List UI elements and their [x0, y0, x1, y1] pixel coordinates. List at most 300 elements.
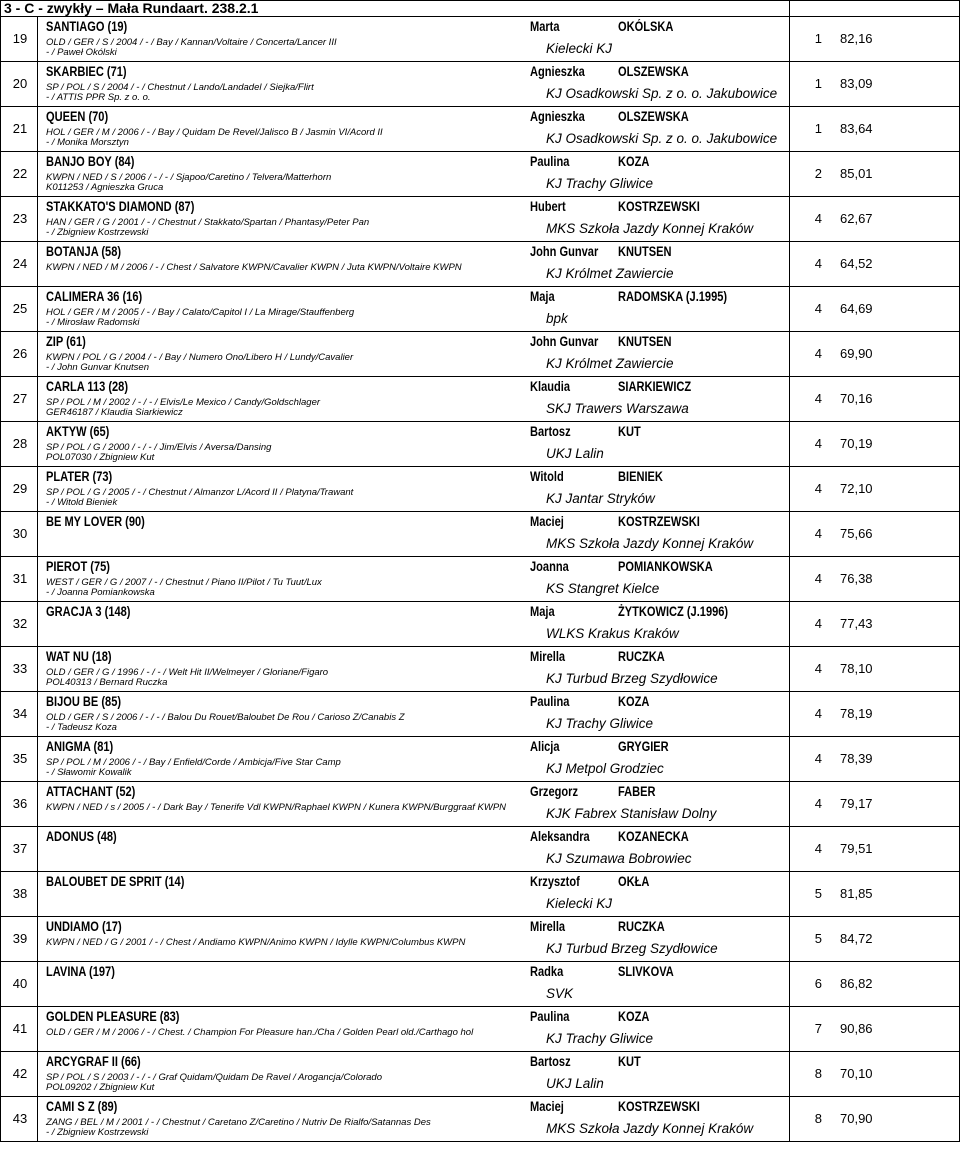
entry-cell — [38, 1007, 790, 1052]
result-cell — [790, 17, 960, 62]
entry-cell — [38, 827, 790, 872]
penalty-points: 8 — [814, 1111, 822, 1126]
rider-club: WLKS Krakus Kraków — [546, 626, 679, 641]
result-cell — [790, 332, 960, 377]
place-number: 32 — [12, 616, 28, 631]
place-number: 42 — [12, 1066, 28, 1081]
place-number: 40 — [12, 976, 28, 991]
rider-first-name: Aleksandra — [530, 829, 590, 844]
rider-club: UKJ Lalin — [546, 1076, 604, 1091]
place-number: 25 — [12, 301, 28, 316]
horse-details: OLD / GER / M / 2006 / - / Chest. / Champion For Pleasure han./Cha / Golden Pearl old./Carthago hol — [46, 1027, 474, 1038]
horse-owner: - / Sławomir Kowalik — [46, 767, 132, 778]
horse-details: SP / POL / G / 2000 / - / - / Jim/Elvis / Aversa/Dansing — [46, 442, 272, 453]
horse-details: HAN / GER / G / 2001 / - / Chestnut / Stakkato/Spartan / Phantasy/Peter Pan — [46, 217, 370, 228]
place-cell — [0, 692, 38, 737]
rider-last-name: KUT — [618, 424, 641, 439]
place-cell — [0, 1097, 38, 1142]
entry-cell — [38, 107, 790, 152]
horse-name: BALOUBET DE SPRIT (14) — [46, 874, 185, 889]
horse-owner: - / Zbigniew Kostrzewski — [46, 1127, 149, 1138]
place-number: 23 — [12, 211, 28, 226]
rider-last-name: GRYGIER — [618, 739, 669, 754]
table-row — [0, 377, 960, 422]
time-score: 69,90 — [840, 346, 873, 361]
entry-cell — [38, 692, 790, 737]
time-score: 81,85 — [840, 886, 873, 901]
place-cell — [0, 557, 38, 602]
place-number: 38 — [12, 886, 28, 901]
result-cell — [790, 107, 960, 152]
penalty-points: 4 — [814, 661, 822, 676]
rider-first-name: Krzysztof — [530, 874, 580, 889]
horse-details: KWPN / NED / S / 2006 / - / - / Sjapoo/Caretino / Telvera/Matterhorn — [46, 172, 332, 183]
rider-first-name: Bartosz — [530, 1054, 571, 1069]
place-cell — [0, 62, 38, 107]
time-score: 86,82 — [840, 976, 873, 991]
rider-first-name: Agnieszka — [530, 64, 585, 79]
horse-name: CAMI S Z (89) — [46, 1099, 118, 1114]
time-score: 82,16 — [840, 31, 873, 46]
penalty-points: 4 — [814, 706, 822, 721]
penalty-points: 4 — [814, 436, 822, 451]
penalty-points: 4 — [814, 796, 822, 811]
horse-owner: - / Paweł Okólski — [46, 47, 117, 58]
horse-owner: POL07030 / Zbigniew Kut — [46, 452, 155, 463]
place-number: 19 — [12, 31, 28, 46]
entry-cell — [38, 872, 790, 917]
place-cell — [0, 422, 38, 467]
time-score: 70,90 — [840, 1111, 873, 1126]
place-cell — [0, 152, 38, 197]
entry-cell — [38, 152, 790, 197]
result-cell — [790, 737, 960, 782]
penalty-points: 1 — [814, 31, 822, 46]
place-cell — [0, 197, 38, 242]
rider-club: KJ Trachy Gliwice — [546, 176, 654, 191]
time-score: 90,86 — [840, 1021, 873, 1036]
title-right-cell — [790, 0, 960, 17]
time-score: 78,39 — [840, 751, 873, 766]
horse-owner: POL09202 / Zbigniew Kut — [46, 1082, 155, 1093]
result-cell — [790, 512, 960, 557]
horse-name: ATTACHANT (52) — [46, 784, 136, 799]
rider-club: UKJ Lalin — [546, 446, 604, 461]
rider-last-name: ŻYTKOWICZ (J.1996) — [618, 604, 729, 619]
horse-owner: - / Mirosław Radomski — [46, 317, 140, 328]
penalty-points: 4 — [814, 616, 822, 631]
rider-club: KJ Jantar Stryków — [546, 491, 655, 506]
rider-last-name: KOSTRZEWSKI — [618, 1099, 700, 1114]
penalty-points: 4 — [814, 751, 822, 766]
place-number: 35 — [12, 751, 28, 766]
entry-cell — [38, 332, 790, 377]
entry-cell — [38, 422, 790, 467]
horse-details: OLD / GER / G / 1996 / - / - / Welt Hit II/Welmeyer / Gloriane/Figaro — [46, 667, 329, 678]
rider-last-name: FABER — [618, 784, 656, 799]
result-cell — [790, 467, 960, 512]
rider-club: MKS Szkoła Jazdy Konnej Kraków — [546, 536, 754, 551]
horse-details: KWPN / NED / s / 2005 / - / Dark Bay / Tenerife Vdl KWPN/Raphael KWPN / Kunera KWPN/Burggraaf KWPN — [46, 802, 507, 813]
table-row — [0, 782, 960, 827]
place-cell — [0, 287, 38, 332]
horse-owner: GER46187 / Klaudia Siarkiewicz — [46, 407, 183, 418]
rider-first-name: Radka — [530, 964, 564, 979]
horse-details: KWPN / POL / G / 2004 / - / Bay / Numero Ono/Libero H / Lundy/Cavalier — [46, 352, 354, 363]
entry-cell — [38, 512, 790, 557]
entry-cell — [38, 62, 790, 107]
rider-club: bpk — [546, 311, 568, 326]
table-row — [0, 152, 960, 197]
horse-details: KWPN / NED / G / 2001 / - / Chest / Andiamo KWPN/Animo KWPN / Idylle KWPN/Columbus KWPN — [46, 937, 466, 948]
rider-last-name: KOSTRZEWSKI — [618, 199, 700, 214]
entry-cell — [38, 782, 790, 827]
rider-club: KJK Fabrex Stanisław Dolny — [546, 806, 717, 821]
horse-name: QUEEN (70) — [46, 109, 109, 124]
horse-name: UNDIAMO (17) — [46, 919, 122, 934]
result-cell — [790, 917, 960, 962]
result-cell — [790, 872, 960, 917]
horse-name: LAVINA (197) — [46, 964, 115, 979]
penalty-points: 4 — [814, 256, 822, 271]
rider-last-name: KOZANECKA — [618, 829, 689, 844]
horse-details: OLD / GER / S / 2006 / - / - / Balou Du Rouet/Baloubet De Rou / Carioso Z/Canabis Z — [46, 712, 405, 723]
result-cell — [790, 647, 960, 692]
time-score: 64,52 — [840, 256, 873, 271]
rider-last-name: BIENIEK — [618, 469, 663, 484]
table-row — [0, 962, 960, 1007]
horse-name: ARCYGRAF II (66) — [46, 1054, 141, 1069]
place-number: 34 — [12, 706, 28, 721]
rider-first-name: Maciej — [530, 1099, 564, 1114]
result-cell — [790, 242, 960, 287]
table-row — [0, 827, 960, 872]
rider-first-name: Agnieszka — [530, 109, 585, 124]
horse-details: SP / POL / S / 2004 / - / Chestnut / Lando/Landadel / Siejka/Flirt — [46, 82, 314, 93]
horse-details: HOL / GER / M / 2005 / - / Bay / Calato/Capitol I / La Mirage/Stauffenberg — [46, 307, 355, 318]
table-row — [0, 872, 960, 917]
penalty-points: 7 — [814, 1021, 822, 1036]
horse-name: CARLA 113 (28) — [46, 379, 129, 394]
place-cell — [0, 17, 38, 62]
entry-cell — [38, 1097, 790, 1142]
rider-first-name: Grzegorz — [530, 784, 578, 799]
horse-details: KWPN / NED / M / 2006 / - / Chest / Salvatore KWPN/Cavalier KWPN / Juta KWPN/Voltaire KWPN — [46, 262, 462, 273]
entry-cell — [38, 17, 790, 62]
place-number: 24 — [12, 256, 28, 271]
entry-cell — [38, 287, 790, 332]
rider-last-name: OKÓLSKA — [618, 19, 674, 34]
penalty-points: 4 — [814, 841, 822, 856]
entry-cell — [38, 377, 790, 422]
horse-details: WEST / GER / G / 2007 / - / Chestnut / Piano II/Pilot / Tu Tuut/Lux — [46, 577, 322, 588]
rider-club: KS Stangret Kielce — [546, 581, 660, 596]
result-cell — [790, 1007, 960, 1052]
horse-name: BIJOU BE (85) — [46, 694, 122, 709]
place-number: 30 — [12, 526, 28, 541]
result-cell — [790, 782, 960, 827]
rider-first-name: Witold — [530, 469, 564, 484]
penalty-points: 4 — [814, 301, 822, 316]
result-cell — [790, 1097, 960, 1142]
horse-name: SANTIAGO (19) — [46, 19, 128, 34]
rider-first-name: Maciej — [530, 514, 564, 529]
rider-first-name: Klaudia — [530, 379, 570, 394]
horse-name: CALIMERA 36 (16) — [46, 289, 143, 304]
rider-last-name: KOZA — [618, 694, 650, 709]
rider-first-name: Maja — [530, 604, 555, 619]
table-row — [0, 602, 960, 647]
time-score: 77,43 — [840, 616, 873, 631]
penalty-points: 4 — [814, 211, 822, 226]
horse-owner: - / Joanna Pomiankowska — [46, 587, 155, 598]
table-row — [0, 692, 960, 737]
horse-name: PLATER (73) — [46, 469, 113, 484]
place-number: 28 — [12, 436, 28, 451]
place-cell — [0, 917, 38, 962]
rider-club: KJ Osadkowski Sp. z o. o. Jakubowice — [546, 131, 778, 146]
rider-first-name: Paulina — [530, 1009, 570, 1024]
rider-first-name: Alicja — [530, 739, 560, 754]
result-cell — [790, 422, 960, 467]
penalty-points: 4 — [814, 346, 822, 361]
table-row — [0, 242, 960, 287]
penalty-points: 1 — [814, 76, 822, 91]
rider-first-name: John Gunvar — [530, 334, 599, 349]
rider-last-name: KNUTSEN — [618, 334, 672, 349]
time-score: 72,10 — [840, 481, 873, 496]
result-cell — [790, 602, 960, 647]
entry-cell — [38, 962, 790, 1007]
horse-owner: - / ATTIS PPR Sp. z o. o. — [46, 92, 151, 103]
rider-first-name: Maja — [530, 289, 555, 304]
time-score: 76,38 — [840, 571, 873, 586]
rider-club: SKJ Trawers Warszawa — [546, 401, 689, 416]
time-score: 85,01 — [840, 166, 873, 181]
place-cell — [0, 332, 38, 377]
table-row — [0, 467, 960, 512]
place-number: 41 — [12, 1021, 28, 1036]
horse-owner: - / Tadeusz Koza — [46, 722, 117, 733]
entry-cell — [38, 557, 790, 602]
table-row — [0, 422, 960, 467]
horse-details: OLD / GER / S / 2004 / - / Bay / Kannan/Voltaire / Concerta/Lancer III — [46, 37, 337, 48]
horse-name: GRACJA 3 (148) — [46, 604, 131, 619]
time-score: 62,67 — [840, 211, 873, 226]
table-row — [0, 1007, 960, 1052]
rider-club: KJ Trachy Gliwice — [546, 1031, 654, 1046]
place-cell — [0, 827, 38, 872]
table-row — [0, 737, 960, 782]
penalty-points: 5 — [814, 931, 822, 946]
rider-club: Kielecki KJ — [546, 896, 613, 911]
penalty-points: 8 — [814, 1066, 822, 1081]
place-number: 27 — [12, 391, 28, 406]
table-row — [0, 1052, 960, 1097]
horse-name: ZIP (61) — [46, 334, 86, 349]
place-cell — [0, 242, 38, 287]
table-row — [0, 512, 960, 557]
horse-details: SP / POL / M / 2006 / - / Bay / Enfield/Corde / Ambicja/Five Star Camp — [46, 757, 341, 768]
penalty-points: 4 — [814, 571, 822, 586]
entry-cell — [38, 242, 790, 287]
table-row — [0, 1097, 960, 1142]
result-cell — [790, 962, 960, 1007]
time-score: 70,19 — [840, 436, 873, 451]
time-score: 78,19 — [840, 706, 873, 721]
result-cell — [790, 62, 960, 107]
horse-name: BOTANJA (58) — [46, 244, 122, 259]
time-score: 79,17 — [840, 796, 873, 811]
place-number: 29 — [12, 481, 28, 496]
rider-first-name: Paulina — [530, 694, 570, 709]
time-score: 78,10 — [840, 661, 873, 676]
table-row — [0, 557, 960, 602]
rider-club: KJ Królmet Zawiercie — [546, 266, 674, 281]
horse-name: STAKKATO'S DIAMOND (87) — [46, 199, 195, 214]
rider-first-name: Mirella — [530, 919, 566, 934]
horse-details: HOL / GER / M / 2006 / - / Bay / Quidam De Revel/Jalisco B / Jasmin VI/Acord II — [46, 127, 383, 138]
rider-last-name: RUCZKA — [618, 649, 665, 664]
time-score: 83,64 — [840, 121, 873, 136]
rider-last-name: RADOMSKA (J.1995) — [618, 289, 728, 304]
table-row — [0, 62, 960, 107]
time-score: 79,51 — [840, 841, 873, 856]
place-cell — [0, 107, 38, 152]
horse-name: AKTYW (65) — [46, 424, 110, 439]
result-cell — [790, 197, 960, 242]
entry-cell — [38, 197, 790, 242]
horse-owner: - / Zbigniew Kostrzewski — [46, 227, 149, 238]
horse-details: SP / POL / G / 2005 / - / Chestnut / Almanzor L/Acord II / Platyna/Trawant — [46, 487, 354, 498]
rider-club: KJ Osadkowski Sp. z o. o. Jakubowice — [546, 86, 778, 101]
rider-last-name: KNUTSEN — [618, 244, 672, 259]
rider-first-name: Mirella — [530, 649, 566, 664]
place-number: 21 — [12, 121, 28, 136]
rider-last-name: OLSZEWSKA — [618, 109, 689, 124]
place-cell — [0, 737, 38, 782]
place-cell — [0, 1007, 38, 1052]
time-score: 83,09 — [840, 76, 873, 91]
penalty-points: 6 — [814, 976, 822, 991]
time-score: 84,72 — [840, 931, 873, 946]
result-cell — [790, 692, 960, 737]
entry-cell — [38, 1052, 790, 1097]
place-number: 26 — [12, 346, 28, 361]
place-number: 37 — [12, 841, 28, 856]
rider-club: KJ Turbud Brzeg Szydłowice — [546, 671, 718, 686]
horse-name: WAT NU (18) — [46, 649, 112, 664]
horse-owner: K011253 / Agnieszka Gruca — [46, 182, 164, 193]
place-cell — [0, 782, 38, 827]
place-cell — [0, 512, 38, 557]
table-row — [0, 332, 960, 377]
rider-club: KJ Metpol Grodziec — [546, 761, 664, 776]
place-number: 39 — [12, 931, 28, 946]
entry-cell — [38, 647, 790, 692]
place-number: 33 — [12, 661, 28, 676]
page-title: 3 - C - zwykły – Mała Rundaart. 238.2.1 — [0, 0, 790, 17]
rider-last-name: OLSZEWSKA — [618, 64, 689, 79]
rider-first-name: Hubert — [530, 199, 566, 214]
horse-name: BE MY LOVER (90) — [46, 514, 145, 529]
rider-last-name: KOSTRZEWSKI — [618, 514, 700, 529]
horse-name: ANIGMA (81) — [46, 739, 114, 754]
rider-last-name: KOZA — [618, 154, 650, 169]
horse-name: ADONUS (48) — [46, 829, 117, 844]
rider-club: Kielecki KJ — [546, 41, 613, 56]
rider-club: KJ Trachy Gliwice — [546, 716, 654, 731]
rider-club: KJ Turbud Brzeg Szydłowice — [546, 941, 718, 956]
horse-name: SKARBIEC (71) — [46, 64, 127, 79]
penalty-points: 5 — [814, 886, 822, 901]
rider-last-name: SLIVKOVA — [618, 964, 674, 979]
horse-owner: - / Witold Bieniek — [46, 497, 118, 508]
rider-club: KJ Królmet Zawiercie — [546, 356, 674, 371]
time-score: 75,66 — [840, 526, 873, 541]
rider-first-name: Paulina — [530, 154, 570, 169]
table-row — [0, 107, 960, 152]
time-score: 70,10 — [840, 1066, 873, 1081]
rider-first-name: John Gunvar — [530, 244, 599, 259]
entry-cell — [38, 602, 790, 647]
horse-details: SP / POL / S / 2003 / - / - / Graf Quidam/Quidam De Ravel / Arogancja/Colorado — [46, 1072, 382, 1083]
entry-cell — [38, 467, 790, 512]
rider-club: MKS Szkoła Jazdy Konnej Kraków — [546, 221, 754, 236]
horse-name: GOLDEN PLEASURE (83) — [46, 1009, 180, 1024]
place-cell — [0, 647, 38, 692]
place-cell — [0, 467, 38, 512]
place-number: 20 — [12, 76, 28, 91]
result-cell — [790, 377, 960, 422]
penalty-points: 2 — [814, 166, 822, 181]
place-cell — [0, 1052, 38, 1097]
place-number: 22 — [12, 166, 28, 181]
rider-club: MKS Szkoła Jazdy Konnej Kraków — [546, 1121, 754, 1136]
table-row — [0, 287, 960, 332]
rider-last-name: KOZA — [618, 1009, 650, 1024]
result-cell — [790, 827, 960, 872]
table-row — [0, 647, 960, 692]
place-cell — [0, 872, 38, 917]
entry-cell — [38, 917, 790, 962]
rider-last-name: SIARKIEWICZ — [618, 379, 692, 394]
table-row — [0, 197, 960, 242]
rider-first-name: Bartosz — [530, 424, 571, 439]
place-cell — [0, 377, 38, 422]
rider-last-name: KUT — [618, 1054, 641, 1069]
result-cell — [790, 1052, 960, 1097]
result-cell — [790, 557, 960, 602]
result-cell — [790, 287, 960, 332]
time-score: 70,16 — [840, 391, 873, 406]
penalty-points: 1 — [814, 121, 822, 136]
penalty-points: 4 — [814, 391, 822, 406]
penalty-points: 4 — [814, 481, 822, 496]
rider-last-name: RUCZKA — [618, 919, 665, 934]
time-score: 64,69 — [840, 301, 873, 316]
rider-club: SVK — [546, 986, 574, 1001]
place-number: 43 — [12, 1111, 28, 1126]
horse-name: PIEROT (75) — [46, 559, 110, 574]
horse-owner: - / John Gunvar Knutsen — [46, 362, 149, 373]
place-cell — [0, 962, 38, 1007]
result-cell — [790, 152, 960, 197]
horse-owner: - / Monika Morsztyn — [46, 137, 129, 148]
rider-first-name: Marta — [530, 19, 560, 34]
rider-last-name: OKŁA — [618, 874, 650, 889]
table-row — [0, 17, 960, 62]
